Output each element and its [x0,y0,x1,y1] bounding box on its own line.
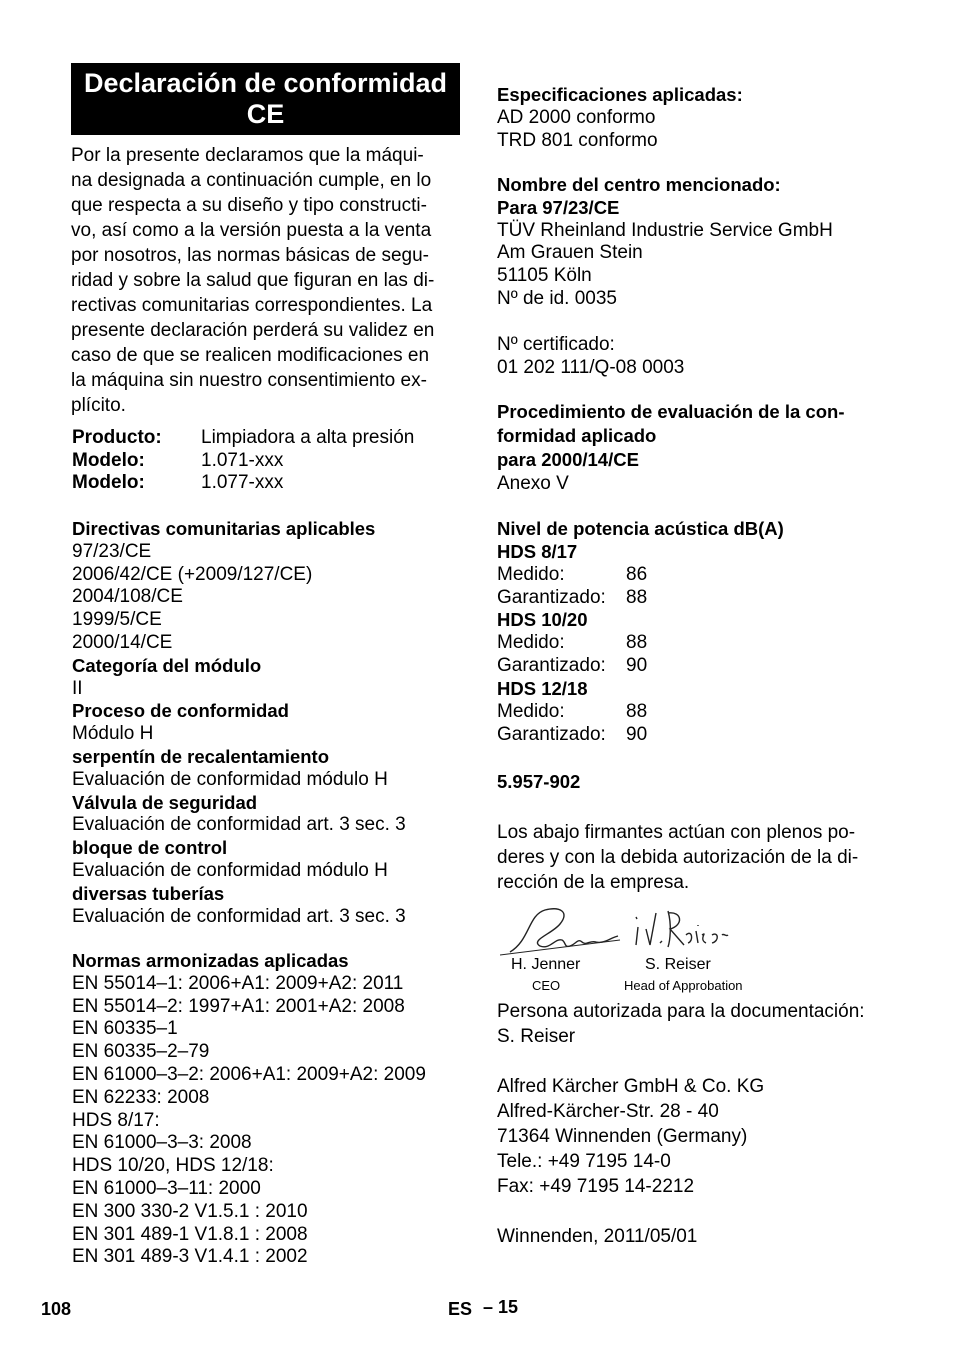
language-code: ES [448,1299,473,1319]
text-line: EN 61000–3–3: 2008 [72,1132,252,1154]
text-line: EN 62233: 2008 [72,1086,210,1108]
acoustic-title: Nivel de potencia acústica dB(A) [497,518,784,539]
section-heading: formidad aplicado [497,425,657,446]
guaranteed-value: 88 [626,586,648,608]
guaranteed-label: Garantizado: [497,655,606,677]
signers-line: Los abajo firmantes actúan con plenos po- [497,822,856,843]
acoustic-row-measured [497,700,648,723]
intro-line: caso de que se realicen modificaciones en [71,345,430,366]
guaranteed-label: Garantizado: [497,586,606,608]
text-line: EN 301 489-1 V1.8.1 : 2008 [72,1223,308,1245]
text-line: 51105 Köln [497,265,592,287]
page-title [71,63,460,135]
text-line: 97/23/CE [72,540,152,562]
intro-line: la máquina sin nuestro consentimiento ex- [71,370,427,391]
measured-value: 86 [626,564,648,585]
section-heading: Especificaciones aplicadas: [497,84,743,105]
model-value: 1.077-xxx [201,472,284,493]
acoustic-model: HDS 12/18 [497,677,588,699]
text-line: EN 61000–3–2: 2006+A1: 2009+A2: 2009 [72,1064,426,1085]
signature-reiser-image [632,905,732,953]
text-line: Evaluación de conformidad módulo H [72,768,388,790]
acoustic-row-measured [497,564,648,586]
model-value: 1.071-xxx [201,450,284,471]
document-number: 5.957-902 [497,771,581,792]
text-line: EN 60335–2–79 [72,1041,210,1063]
text-line: Nº de id. 0035 [497,288,617,309]
section-heading: Categoría del módulo [72,654,262,676]
certificate-number: 01 202 111/Q-08 0003 [497,357,685,378]
measured-label: Medido: [497,564,565,585]
text-line: 2000/14/CE [72,632,173,653]
product-value: Limpiadora a alta presión [201,427,415,448]
acoustic-row-measured [497,632,648,654]
page-number: 108 [41,1299,72,1319]
text-line: Evaluación de conformidad art. 3 sec. 3 [72,905,406,927]
acoustic-model: HDS 8/17 [497,541,578,562]
text-line: EN 55014–2: 1997+A1: 2001+A2: 2008 [72,995,405,1017]
text-line: EN 301 489-3 V1.4.1 : 2002 [72,1246,308,1268]
intro-line: presente declaración perderá su validez en [71,320,435,341]
guaranteed-label: Garantizado: [497,723,606,745]
intro-line: por nosotros, las normas básicas de segu- [71,245,430,266]
text-line: 2006/42/CE (+2009/127/CE) [72,563,313,585]
model-label: Modelo: [72,450,145,471]
authorized-name: S. Reiser [497,1026,576,1047]
signer-role: Head of Approbation [624,978,743,993]
intro-line: que respecta a su diseño y tipo constructi- [71,195,427,216]
text-line: EN 60335–1 [72,1018,178,1040]
section-heading: bloque de control [72,837,228,859]
signature-jenner-image [500,900,625,958]
text-line: TRD 801 conformo [497,130,658,151]
text-line: II [72,677,83,699]
text-line: 1999/5/CE [72,609,162,631]
text-line: EN 300 330-2 V1.5.1 : 2010 [72,1200,308,1222]
address-line: 71364 Winnenden (Germany) [497,1126,748,1147]
section-heading: Nombre del centro mencionado: [497,174,781,195]
title-line-1: Declaración de conformidad [83,68,448,98]
intro-line: ridad y sobre la salud que figuran en las di- [71,270,435,291]
signer-name: H. Jenner [511,956,581,973]
certificate-label: Nº certificado: [497,334,615,355]
acoustic-model: HDS 10/20 [497,609,588,631]
text-line: Evaluación de conformidad módulo H [72,860,388,881]
section-heading: Procedimiento de evaluación de la con- [497,401,845,422]
model-label: Modelo: [72,472,145,493]
intro-line: na designada a continuación cumple, en lo [71,170,432,191]
place-date: Winnenden, 2011/05/01 [497,1226,698,1247]
address-line: Fax: +49 7195 14-2212 [497,1176,695,1197]
intro-line: Por la presente declaramos que la máqui- [71,145,424,166]
section-heading: serpentín de recalentamiento [72,746,330,767]
signer-name: S. Reiser [645,956,711,973]
section-heading: Proceso de conformidad [72,700,289,722]
acoustic-row-guaranteed [497,723,648,746]
authorized-label: Persona autorizada para la documentación: [497,1001,865,1022]
measured-label: Medido: [497,632,565,654]
intro-line: plícito. [71,395,126,416]
text-line: TÜV Rheinland Industrie Service GmbH [497,219,833,241]
address-line: Alfred Kärcher GmbH & Co. KG [497,1076,765,1097]
signer-role: CEO [532,978,561,993]
section-heading: Válvula de seguridad [72,791,258,813]
measured-label: Medido: [497,700,565,722]
product-label: Producto: [72,427,162,448]
intro-line: rectivas comunitarias correspondientes. La [71,295,433,316]
section-heading: diversas tuberías [72,882,225,904]
guaranteed-value: 90 [626,723,648,745]
text-line: Módulo H [72,723,154,745]
text-line: Anexo V [497,473,569,494]
signers-line: deres y con la debida autorización de la di- [497,847,859,868]
acoustic-row-guaranteed [497,586,648,609]
text-line: 2004/108/CE [72,586,183,608]
guaranteed-value: 90 [626,655,648,677]
text-line: EN 61000–3–11: 2000 [72,1178,261,1199]
text-line: HDS 10/20, HDS 12/18: [72,1155,274,1177]
section-heading: para 2000/14/CE [497,449,639,470]
intro-line: vo, así como a la versión puesta a la venta [71,220,432,241]
text-line: EN 55014–1: 2006+A1: 2009+A2: 2011 [72,972,404,994]
measured-value: 88 [626,700,648,722]
text-line: Am Grauen Stein [497,242,643,264]
model-row [72,472,284,494]
measured-value: 88 [626,632,648,654]
section-heading: Normas armonizadas aplicadas [72,950,349,971]
section-heading: Directivas comunitarias aplicables [72,518,376,539]
signers-line: rección de la empresa. [497,872,690,893]
section-page: – 15 [483,1297,519,1317]
text-line: AD 2000 conformo [497,107,656,128]
text-line: HDS 8/17: [72,1109,160,1131]
address-line: Alfred-Kärcher-Str. 28 - 40 [497,1101,719,1122]
acoustic-row-guaranteed [497,655,648,677]
model-row [72,450,284,472]
text-line: Evaluación de conformidad art. 3 sec. 3 [72,814,406,836]
product-row [72,427,415,449]
address-line: Tele.: +49 7195 14-0 [497,1151,671,1172]
section-heading: Para 97/23/CE [497,196,620,218]
title-line-2: CE [246,99,285,129]
